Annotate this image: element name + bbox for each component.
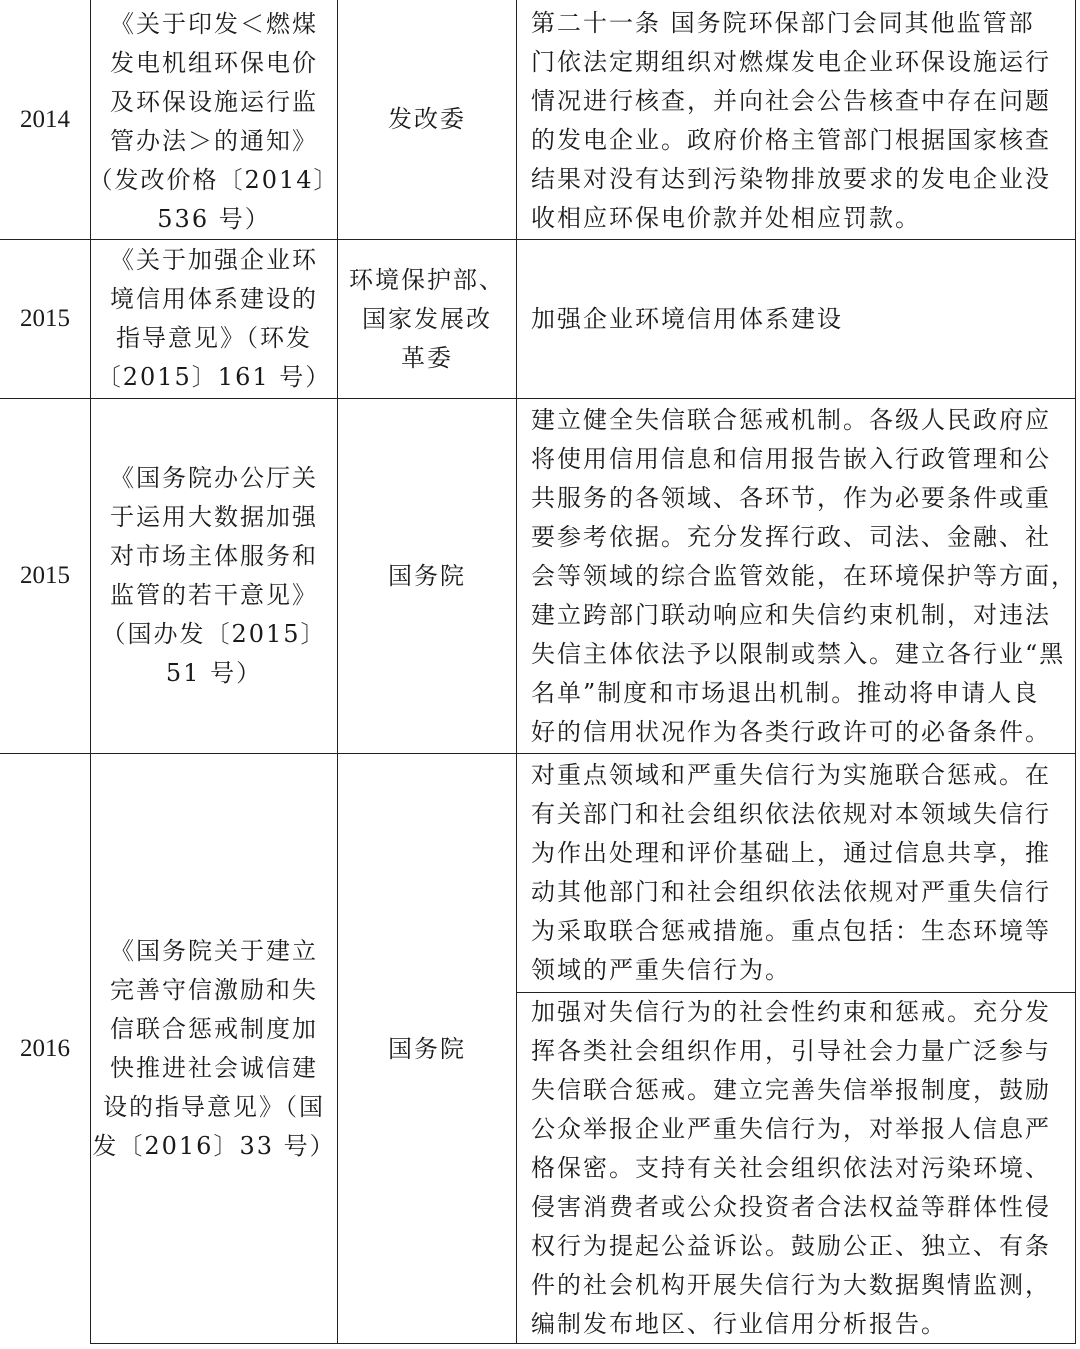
doc-line: 管办法＞的通知》 xyxy=(110,126,318,155)
doc-line: 于运用大数据加强 xyxy=(110,503,318,531)
issuer-cell xyxy=(338,0,516,239)
doc-line: 〔2015〕161 号） xyxy=(96,363,332,391)
issuer-cell xyxy=(338,240,516,398)
doc-line: （国办发〔2015〕 xyxy=(101,620,327,648)
doc-line: 《国务院办公厅关 xyxy=(110,464,318,492)
doc-line: 536 号） xyxy=(157,204,271,233)
content-line: 编制发布地区、行业信用分析报告。 xyxy=(531,1310,947,1338)
issuer-line: 发改委 xyxy=(388,105,466,133)
content-line: 建立跨部门联动响应和失信约束机制，对违法 xyxy=(531,601,1051,629)
content-line: 第二十一条 国务院环保部门会同其他监管部 xyxy=(531,9,1035,37)
doc-line: 设的指导意见》（国 xyxy=(103,1093,325,1121)
document-name-cell xyxy=(91,240,337,398)
doc-line: 指导意见》（环发 xyxy=(116,324,312,352)
table-row-year xyxy=(0,0,90,239)
content-line: 为采取联合惩戒措施。重点包括：生态环境等 xyxy=(531,917,1051,945)
doc-line: 境信用体系建设的 xyxy=(110,285,318,313)
issuer-line: 环境保护部、 xyxy=(349,265,505,294)
content-line: 将使用信用信息和信用报告嵌入行政管理和公 xyxy=(531,445,1051,473)
document-name-cell xyxy=(88,4,340,239)
table-row-year xyxy=(0,399,90,753)
content-cell xyxy=(517,993,1080,1343)
content-line: 有关部门和社会组织依法依规对本领域失信行 xyxy=(531,800,1051,828)
doc-line: 信联合惩戒制度加 xyxy=(110,1015,318,1043)
table-row-year xyxy=(0,240,90,398)
doc-line: 完善守信激励和失 xyxy=(110,976,318,1004)
content-line: 结果对没有达到污染物排放要求的发电企业没 xyxy=(531,165,1051,193)
issuer-line: 国务院 xyxy=(388,1034,466,1063)
content-line: 好的信用状况作为各类行政许可的必备条件。 xyxy=(531,718,1051,746)
document-name-cell xyxy=(91,399,337,753)
doc-line: 《关于印发＜燃煤 xyxy=(110,9,318,38)
doc-line: 发〔2016〕33 号） xyxy=(92,1132,336,1160)
issuer-cell xyxy=(338,399,516,753)
year-cell: 2015 xyxy=(20,305,70,332)
doc-line: 监管的若干意见》 xyxy=(110,581,318,609)
content-line: 加强对失信行为的社会性约束和惩戒。充分发 xyxy=(531,998,1051,1026)
content-line: 共服务的各领域、各环节，作为必要条件或重 xyxy=(531,484,1051,512)
issuer-cell xyxy=(338,754,516,1344)
content-line: 情况进行核查，并向社会公告核查中存在问题 xyxy=(531,87,1051,115)
content-line: 失信联合惩戒。建立完善失信举报制度，鼓励 xyxy=(531,1076,1051,1104)
doc-line: 《关于加强企业环 xyxy=(110,246,318,274)
year-cell: 2014 xyxy=(20,105,70,133)
doc-line: 51 号） xyxy=(165,659,263,687)
content-line: 加强企业环境信用体系建设 xyxy=(531,304,843,333)
doc-line: 快推进社会诚信建 xyxy=(110,1054,318,1082)
issuer-line: 国家发展改 xyxy=(362,304,492,333)
content-cell xyxy=(517,401,1080,753)
table-row-year xyxy=(0,754,90,1344)
doc-line: 及环保设施运行监 xyxy=(110,87,318,116)
content-cell xyxy=(517,756,1080,992)
content-line: 收相应环保电价款并处相应罚款。 xyxy=(531,204,921,232)
doc-line: 《国务院关于建立 xyxy=(110,937,318,965)
content-line: 公众举报企业严重失信行为，对举报人信息严 xyxy=(531,1115,1051,1143)
content-line: 对重点领域和严重失信行为实施联合惩戒。在 xyxy=(531,761,1051,789)
year-cell: 2016 xyxy=(20,1035,70,1062)
doc-line: 对市场主体服务和 xyxy=(110,542,318,570)
content-line: 件的社会机构开展失信行为大数据舆情监测， xyxy=(531,1271,1051,1299)
issuer-line: 国务院 xyxy=(388,561,466,590)
content-cell xyxy=(517,4,1080,239)
content-line: 格保密。支持有关社会组织依法对污染环境、 xyxy=(531,1154,1051,1182)
content-line: 侵害消费者或公众投资者合法权益等群体性侵 xyxy=(531,1193,1051,1221)
content-cell xyxy=(517,240,1080,398)
content-line: 建立健全失信联合惩戒机制。各级人民政府应 xyxy=(531,406,1051,434)
doc-line: 发电机组环保电价 xyxy=(110,48,318,77)
content-line: 权行为提起公益诉讼。鼓励公正、独立、有条 xyxy=(531,1232,1051,1260)
content-line: 要参考依据。充分发挥行政、司法、金融、社 xyxy=(531,523,1051,551)
content-line: 会等领域的综合监管效能，在环境保护等方面， xyxy=(531,562,1077,590)
document-name-cell xyxy=(91,754,337,1344)
content-line: 名单”制度和市场退出机制。推动将申请人良 xyxy=(531,679,1040,707)
content-line: 动其他部门和社会组织依法依规对严重失信行 xyxy=(531,878,1051,906)
content-line: 失信主体依法予以限制或禁入。建立各行业“黑 xyxy=(531,640,1066,668)
content-line: 门依法定期组织对燃煤发电企业环保设施运行 xyxy=(531,48,1051,76)
content-line: 领域的严重失信行为。 xyxy=(531,956,791,984)
doc-line: （发改价格〔2014〕 xyxy=(88,165,340,194)
issuer-line: 革委 xyxy=(401,343,453,372)
year-cell: 2015 xyxy=(20,562,70,589)
content-line: 为作出处理和评价基础上，通过信息共享，推 xyxy=(531,839,1051,867)
content-line: 挥各类社会组织作用，引导社会力量广泛参与 xyxy=(531,1037,1051,1065)
content-line: 的发电企业。政府价格主管部门根据国家核查 xyxy=(531,126,1051,154)
